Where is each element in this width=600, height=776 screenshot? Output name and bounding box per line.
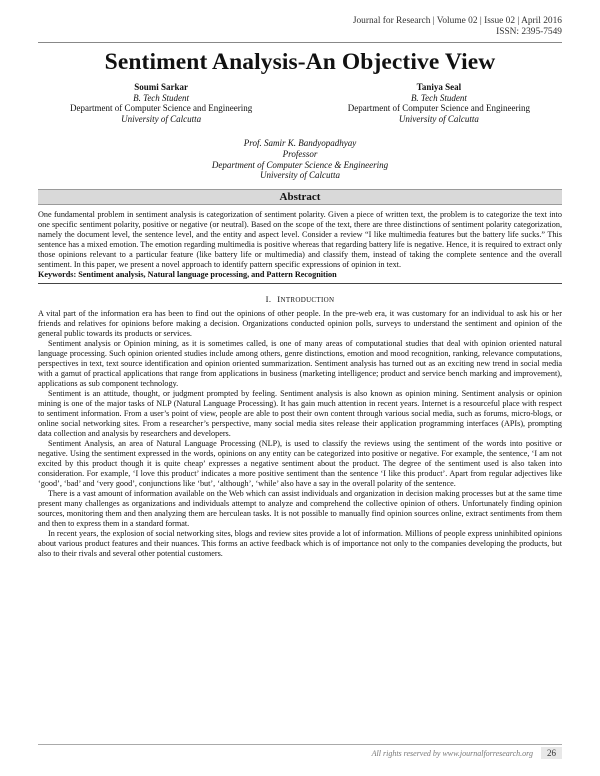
footer-rule — [38, 744, 562, 745]
supervisor-university: University of Calcutta — [260, 170, 340, 181]
paragraph: Sentiment Analysis, an area of Natural Language Processing (NLP), is used to classify the reviews using the sentiment of the words into positive or negative. Using the sentiment expressed in the words, opinions on any entity can be categorized into positive or negative. For example, the sentence, ‘I am not excited by this product though it is quite cheap’ expresses a negative sentiment about the product. The degree of the sentiment used is also taken into consideration. For example, ‘I love this product’ indicates a more positive sentiment than the sentence ‘I like this product’. Apart from regular adjectives like ‘good’, ‘bad’ and ‘very good’, conjunctions like ‘but’, ‘although’, ‘while’ also have a say in the overall polarity of the sentence. — [38, 438, 562, 488]
page-number: 26 — [541, 747, 562, 759]
rights-notice — [372, 749, 533, 758]
paragraph: There is a vast amount of information available on the Web which can assist individuals and organization in decision making processes but at the same time present many challenges as organizations and individuals attempt to analyze and comprehend the collective opinion of others. Unfortunately finding opinion sources, monitoring them and then analyzing them are herculean tasks. It is not possible to manually find opinion sources online, extract sentiments from them and then to express them in a standard format. — [38, 488, 562, 528]
paragraph: Sentiment analysis or Opinion mining, as it is sometimes called, is one of many areas of computational studies that deal with opinion oriented natural language processing. Such opinion oriented studies include among others, genre distinctions, emotion and mood recognition, ranking, relevance computations, perspectives in text, text source identification and opinion oriented summarization. Sentiment analysis has turned out as an exciting new trend in social media with a gamut of practical applications that range from applications in business (marketing intelligence; product and service bench marking and improvement), applications as sub component technology. — [38, 338, 562, 388]
journal-header — [38, 16, 562, 38]
paragraph: Sentiment is an attitude, thought, or judgment prompted by feeling. Sentiment analysis is also known as opinion mining. Sentiment analysis or opinion mining is one of the major tasks of NLP (Natural Language Processing). It has gain much attention in recent years. Internet is a resourceful place with respect to sentiment information. From a user’s point of view, people are able to post their own content through various social media, such as forums, micro-blogs, or online social networking sites. From a researcher’s perspective, many social media sites release their application programming interfaces (APIs), prompting data collection and analysis by researchers and developers. — [38, 388, 562, 438]
abstract-heading: Abstract — [38, 189, 562, 205]
supervisor-role: Professor — [282, 148, 318, 159]
footer-row — [38, 747, 562, 759]
journal-info: Journal for Research | Volume 02 | Issue 02 | April 2016 — [352, 16, 562, 26]
journal-issn: ISSN: 2395-7549 — [496, 27, 562, 37]
author-name: Taniya Seal — [416, 82, 462, 92]
supervisor-name: Prof. Samir K. Bandyopadhyay — [243, 138, 357, 149]
section-heading-introduction — [38, 294, 562, 304]
author-dept: Department of Computer Science and Engineering — [347, 103, 530, 114]
author-name: Soumi Sarkar — [134, 82, 188, 92]
abstract-text: One fundamental problem in sentiment analysis is categorization of sentiment polarity. Given a piece of written text, the problem is to categorize the text into one specific sentiment polarity, positive or negative (or neutral). Based on the scope of the text, there are three distinctions of sentiment polarity categorization, namely the document level, the sentence level, and the entity and aspect level. Consider a review “I like multimedia features but the battery life sucks.” This sentence has a mixed emotion. The emotion regarding multimedia is positive whereas that regarding battery life is negative. Hence, it is required to extract only those opinions relevant to a particular feature (like battery life or multimedia) and classify them, instead of taking the complete sentence and the overall sentiment. In this paper, we present a novel approach to identify pattern specific expressions of opinion in text. — [38, 209, 562, 269]
author-role: B. Tech Student — [133, 92, 190, 103]
author-1 — [70, 82, 252, 124]
abstract-rule — [38, 283, 562, 284]
paragraph: In recent years, the explosion of social networking sites, blogs and review sites provide a lot of information. Millions of people express uninhibited opinions about various product features and their nuances. This forms an active feedback which is of importance not only to the companies developing the products, but also to their rivals and several other potential customers. — [38, 528, 562, 558]
page-footer — [38, 744, 562, 759]
supervisor-block — [38, 138, 562, 180]
header-rule — [38, 42, 562, 43]
author-2 — [348, 82, 530, 124]
keywords: Keywords: Sentiment analysis, Natural language processing, and Pattern Recognition — [38, 269, 337, 279]
rights-prefix: All rights reserved by — [371, 748, 443, 758]
paragraph: A vital part of the information era has been to find out the opinions of other people. In the pre-web era, it was customary for an individual to ask his or her friends and relatives for opinions before making a decision. Organizations conducted opinion polls, surveys to understand the sentiment and opinion of the general public towards its products or services. — [38, 308, 562, 338]
section-title-initial: I — [277, 293, 281, 304]
author-role: B. Tech Student — [410, 92, 467, 103]
section-number: I. — [265, 293, 272, 304]
author-university: University of Calcutta — [398, 113, 479, 124]
paper-title: Sentiment Analysis-An Objective View — [104, 49, 496, 75]
journal-site-link[interactable]: www.journalforresearch.org — [442, 748, 533, 758]
section-title-rest: NTRODUCTION — [280, 295, 335, 304]
supervisor-dept: Department of Computer Science & Engineering — [211, 159, 389, 170]
author-dept: Department of Computer Science and Engineering — [70, 103, 253, 114]
introduction-body — [38, 309, 562, 559]
author-university: University of Calcutta — [121, 113, 202, 124]
author-block — [38, 82, 562, 124]
